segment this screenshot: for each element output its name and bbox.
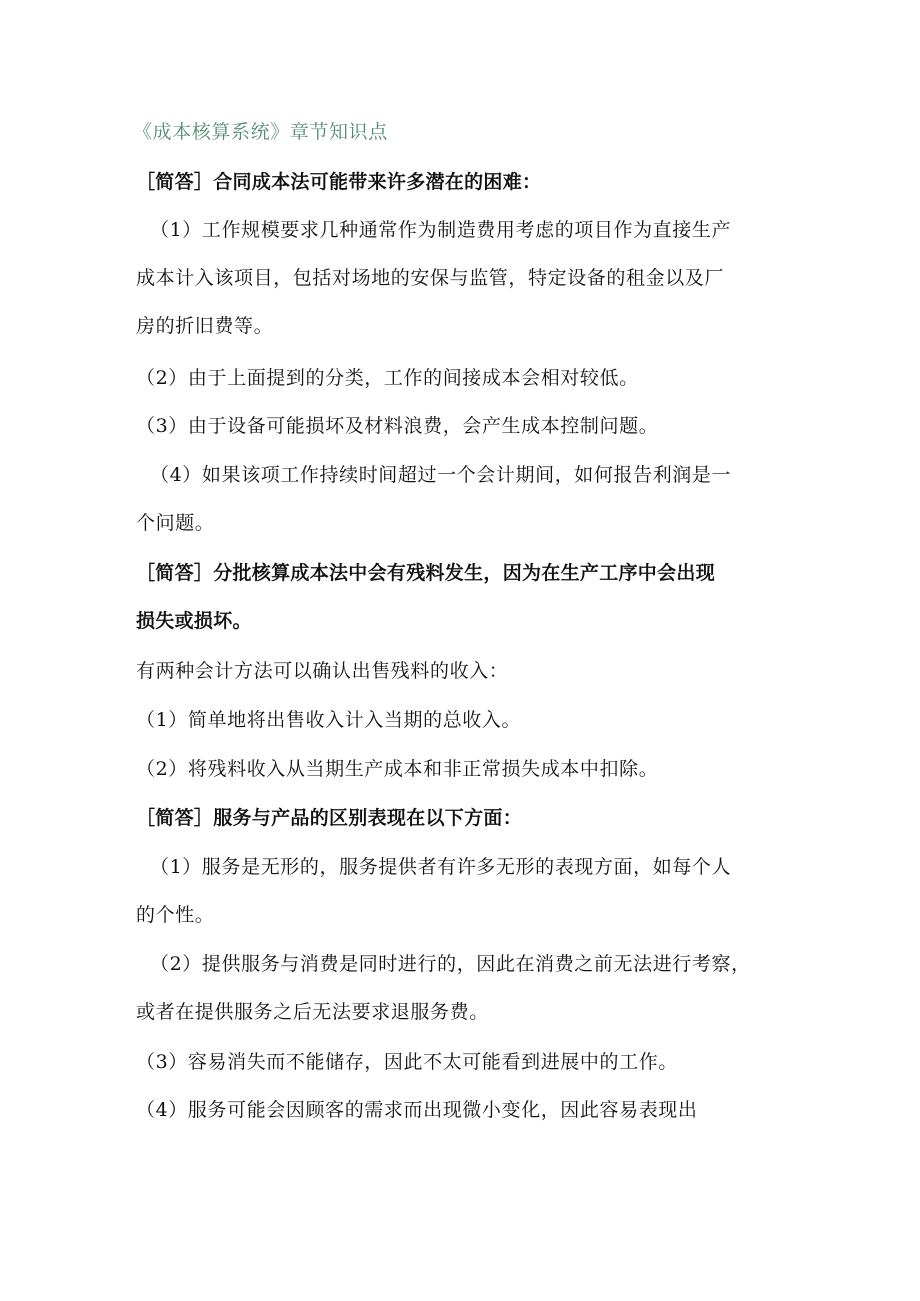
answer-line: （1）简单地将出售收入计入当期的总收入。 <box>136 709 522 731</box>
answer-line: 或者在提供服务之后无法要求退服务费。 <box>136 1001 489 1023</box>
answer-line: （4）服务可能会因顾客的需求而出现微小变化，因此容易表现出 <box>136 1099 698 1121</box>
answer-line: （2）由于上面提到的分类，工作的间接成本会相对较低。 <box>136 367 639 389</box>
answer-line: 有两种会计方法可以确认出售残料的收入： <box>136 660 509 682</box>
question-heading: 损失或损坏。 <box>136 610 252 632</box>
answer-line: （2）提供服务与消费是同时进行的，因此在消费之前无法进行考察， <box>150 953 751 975</box>
answer-line: （1）工作规模要求几种通常作为制造费用考虑的项目作为直接生产 <box>150 219 732 241</box>
document-title: 《成本核算系统》章节知识点 <box>133 121 388 143</box>
question-heading: ［简答］分批核算成本法中会有残料发生，因为在生产工序中会出现 <box>136 562 716 584</box>
question-heading: ［简答］合同成本法可能带来许多潜在的困难： <box>136 171 542 193</box>
answer-line: 个问题。 <box>136 512 215 534</box>
answer-line: 房的折旧费等。 <box>136 315 274 337</box>
answer-line: （3）由于设备可能损坏及材料浪费，会产生成本控制问题。 <box>136 415 659 437</box>
answer-line: 的个性。 <box>136 904 215 926</box>
answer-line: （4）如果该项工作持续时间超过一个会计期间，如何报告利润是一 <box>150 464 732 486</box>
answer-line: （2）将残料收入从当期生产成本和非正常损失成本中扣除。 <box>136 758 659 780</box>
question-heading: ［简答］服务与产品的区别表现在以下方面： <box>136 807 523 829</box>
answer-line: （1）服务是无形的，服务提供者有许多无形的表现方面，如每个人 <box>150 856 732 878</box>
answer-line: 成本计入该项目，包括对场地的安保与监管，特定设备的租金以及厂 <box>136 267 725 289</box>
answer-line: （3）容易消失而不能储存，因此不太可能看到进展中的工作。 <box>136 1051 678 1073</box>
